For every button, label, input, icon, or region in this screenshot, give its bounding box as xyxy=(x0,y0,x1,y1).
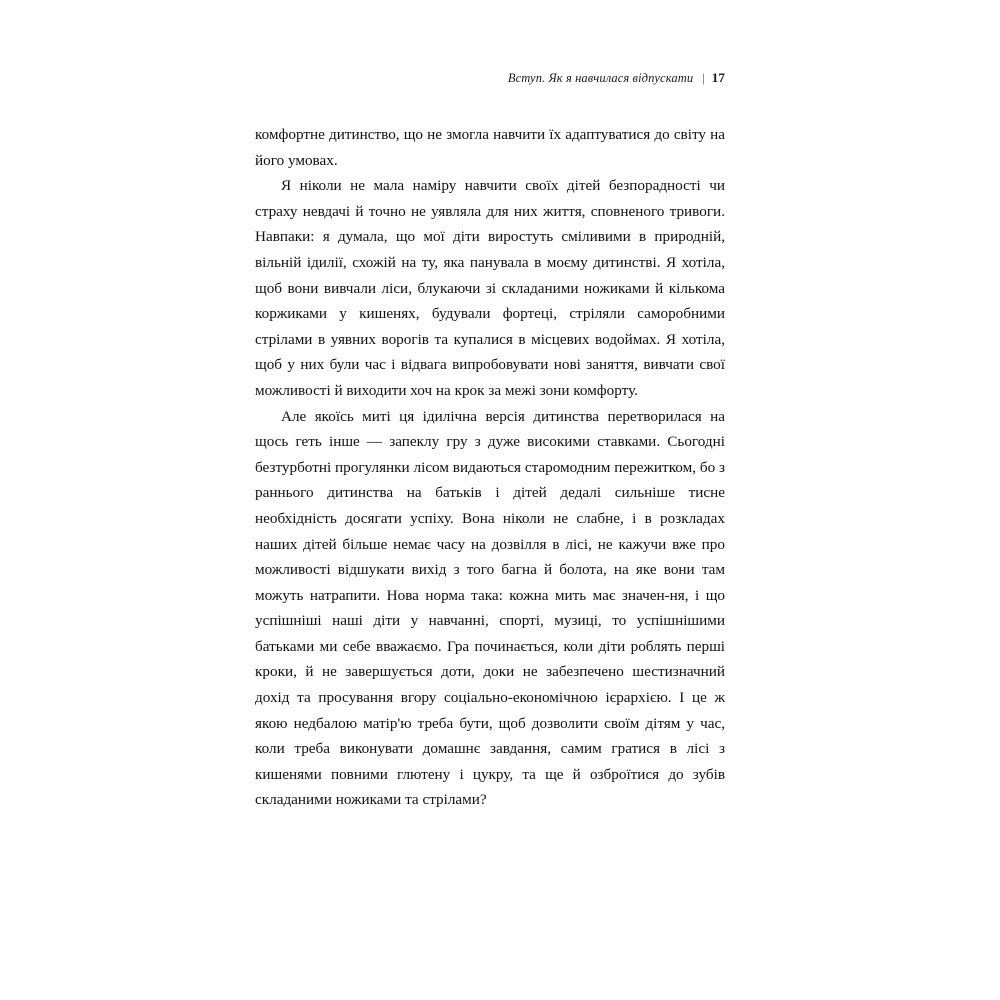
paragraph: Я ніколи не мала наміру навчити своїх дітей безпорадності чи страху невдачі й точно не уявляла для них життя, сповненого тривоги. Навпаки: я думала, що мої діти виростуть сміливими в природній, вільній ідилії, схожій на ту, яка панувала в моєму дитинстві. Я хотіла, щоб вони вивчали ліси, блукаючи зі складаними ножиками й кількома коржиками у кишенях, будували фортеці, стріляли саморобними стрілами в уявних ворогів та купалися в місцевих водоймах. Я хотіла, щоб у них були час і відвага випробовувати нові заняття, вивчати свої можливості й виходити хоч на крок за межі зони комфорту. xyxy=(255,177,725,399)
page-content-column xyxy=(255,70,725,813)
running-head-separator: | xyxy=(702,71,705,85)
running-head xyxy=(255,70,725,86)
body-text xyxy=(255,122,725,813)
paragraph: комфортне дитинство, що не змогла навчити їх адаптуватися до світу на його умовах. xyxy=(255,126,725,169)
page-number: 17 xyxy=(711,70,725,85)
paragraph: Але якоїсь миті ця ідилічна версія дитинства перетворилася на щось геть інше — запеклу гру з дуже високими ставками. Сьогодні безтурботні прогулянки лісом видаються старомодним пережитком, бо з раннього дитинства на батьків і дітей дедалі сильніше тисне необхідність досягати успіху. Вона ніколи не слабне, і в розкладах наших дітей більше немає часу на дозвілля в лісі, не кажучи вже про можливості відшукати вихід з того багна й болота, на яке вони там можуть натрапити. Нова норма така: кожна мить має значен-ня, і що успішніші наші діти у навчанні, спорті, музиці, то успішнішими батьками ми себе вважаємо. Гра починається, коли діти роблять перші кроки, й не завершується доти, доки не забезпечено шестизначний дохід та просування вгору соціально-економічною ієрархією. І це ж якою недбалою матір'ю треба бути, щоб дозволити своїм дітям у час, коли треба виконувати домашнє завдання, самим гратися в лісі з кишенями повними глютену і цукру, та ще й озброїтися до зубів складаними ножиками та стрілами? xyxy=(255,407,725,809)
running-head-title: Вступ. Як я навчилася відпускати xyxy=(507,71,694,85)
